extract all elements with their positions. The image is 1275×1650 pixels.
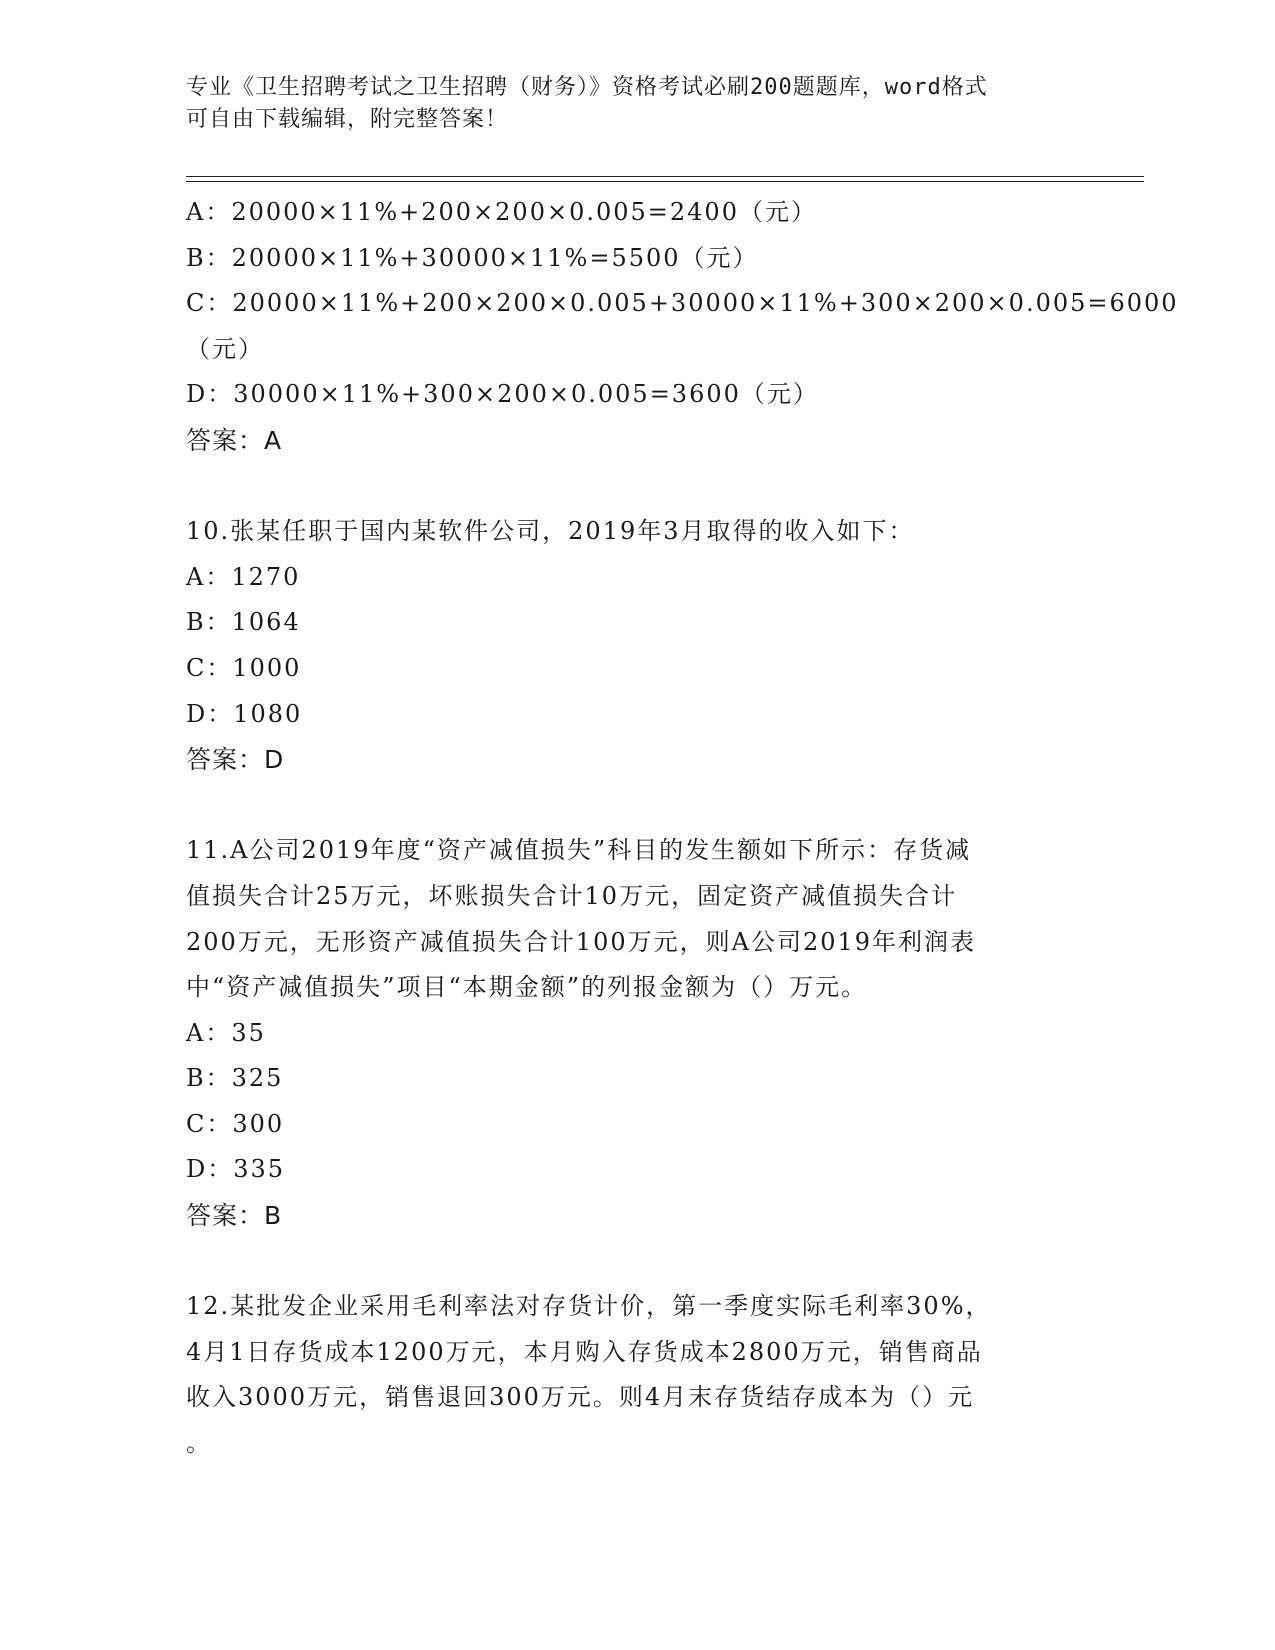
option-b: B：325 bbox=[186, 1064, 284, 1093]
option-c: C：300 bbox=[186, 1109, 285, 1138]
question-12 bbox=[186, 1284, 1086, 1466]
option-d: D：335 bbox=[186, 1155, 286, 1184]
question-stem-line3: 收入3000万元，销售退回300万元。则4月末存货结存成本为（）元 bbox=[186, 1383, 975, 1412]
question-content bbox=[186, 190, 1179, 1467]
question-10 bbox=[186, 509, 1086, 783]
header-title-line2: 可自由下载编辑，附完整答案！ bbox=[186, 107, 509, 132]
question-stem: 10.张某任职于国内某软件公司，2019年3月取得的收入如下： bbox=[186, 517, 915, 546]
spacer bbox=[186, 1239, 1086, 1285]
question-stem-line2: 值损失合计25万元，坏账损失合计10万元，固定资产减值损失合计 bbox=[186, 881, 958, 910]
answer: 答案：A bbox=[186, 425, 283, 455]
header-divider-bottom bbox=[186, 181, 1144, 182]
option-c: C：20000×11%+200×200×0.005+30000×11%+300×200×0.005=6000 bbox=[186, 289, 1179, 318]
option-a: A：20000×11%+200×200×0.005=2400（元） bbox=[186, 198, 817, 226]
option-c-continued: （元） bbox=[186, 334, 264, 363]
question-stem-line1: 12.某批发企业采用毛利率法对存货计价，第一季度实际毛利率30%， bbox=[186, 1292, 992, 1321]
option-c: C：1000 bbox=[186, 653, 302, 682]
option-d: D：1080 bbox=[186, 699, 303, 728]
spacer bbox=[186, 783, 1086, 829]
answer: 答案：B bbox=[186, 1201, 283, 1231]
spacer bbox=[186, 464, 1086, 510]
question-stem-line3: 200万元，无形资产减值损失合计100万元，则A公司2019年利润表 bbox=[186, 927, 977, 956]
option-d: D：30000×11%+300×200×0.005=3600（元） bbox=[186, 380, 819, 409]
document-header bbox=[186, 72, 1086, 136]
header-divider-top bbox=[186, 176, 1144, 177]
question-9 bbox=[186, 190, 1179, 464]
option-b: B：20000×11%+30000×11%=5500（元） bbox=[186, 243, 759, 272]
option-a: A：35 bbox=[186, 1018, 266, 1047]
question-11 bbox=[186, 828, 1086, 1238]
question-stem-line2: 4月1日存货成本1200万元，本月购入存货成本2800万元，销售商品 bbox=[186, 1337, 983, 1366]
option-b: B：1064 bbox=[186, 608, 301, 637]
question-stem-line1: 11.A公司2019年度“资产减值损失”科目的发生额如下所示：存货减 bbox=[186, 836, 972, 865]
option-a: A：1270 bbox=[186, 562, 301, 591]
header-title-line1: 专业《卫生招聘考试之卫生招聘（财务）》资格考试必刷200题题库，word格式 bbox=[186, 75, 988, 100]
question-stem-line4: 中“资产减值损失”项目“本期金额”的列报金额为（）万元。 bbox=[186, 973, 868, 1002]
question-stem-line4: 。 bbox=[186, 1429, 212, 1458]
answer: 答案：D bbox=[186, 745, 285, 775]
